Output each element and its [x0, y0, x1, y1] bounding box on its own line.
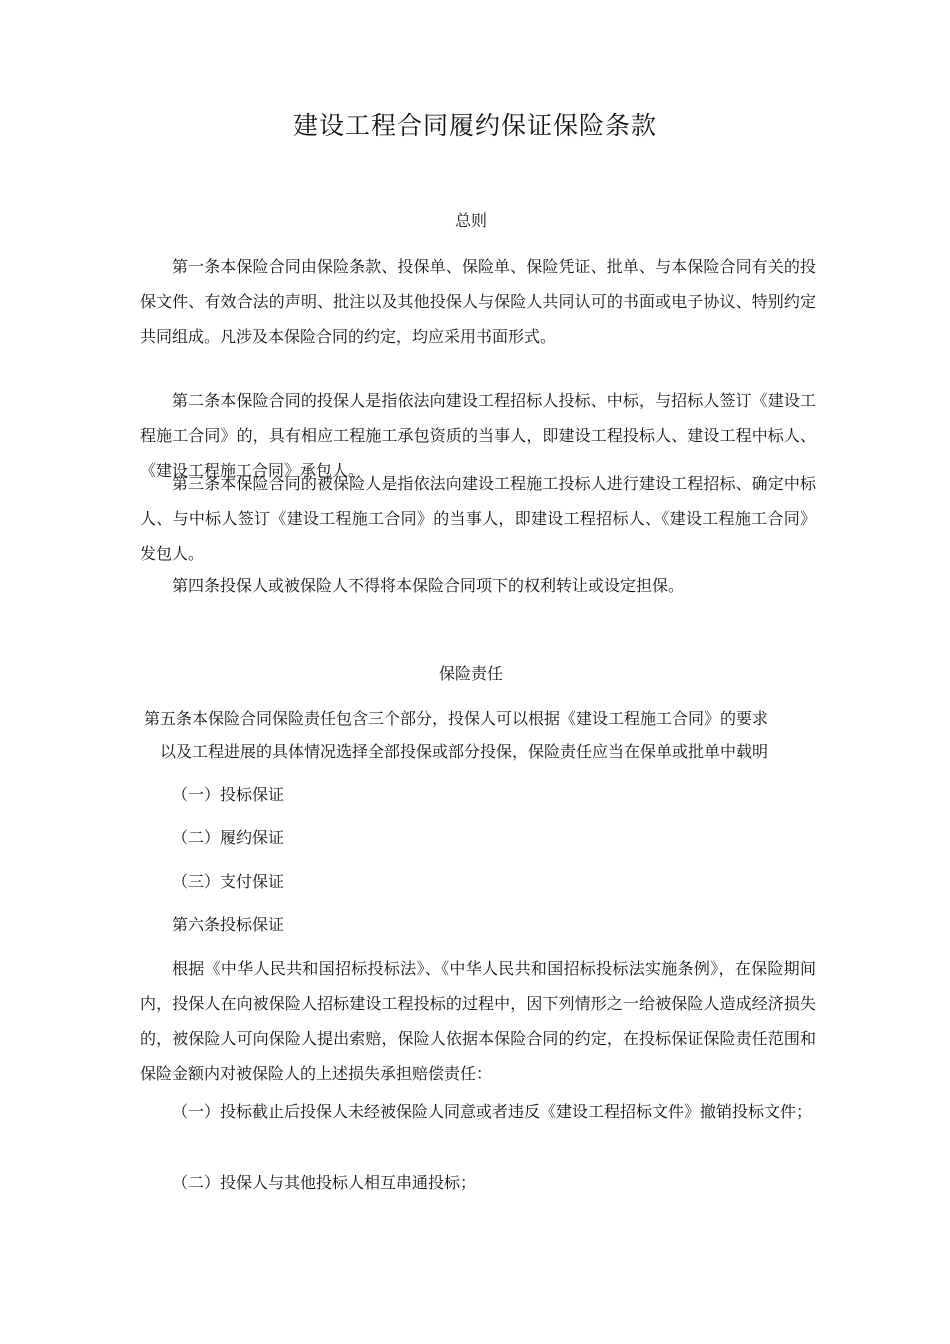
article-1: 第一条本保险合同由保险条款、投保单、保险单、保险凭证、批单、与本保险合同有关的投保文件、有效合法的声明、批注以及其他投保人与保险人共同认可的书面或电子协议、特别约定共同组成。凡涉及本保险合同的约定，均应采用书面形式。 [140, 257, 816, 346]
liability-part-performance: （二）履约保证 [172, 828, 285, 847]
article-2: 第二条本保险合同的投保人是指依法向建设工程招标人投标、中标，与招标人签订《建设工程施工合同》的，具有相应工程施工承包资质的当事人，即建设工程投标人、建设工程中标人、《建设工程施工合同》承包人。 [140, 391, 816, 480]
article-6-heading: 第六条投标保证 [172, 915, 285, 934]
article-6-item-1: （一）投标截止后投保人未经被保险人同意或者违反《建设工程招标文件》撤销投标文件； [172, 1102, 813, 1121]
article-3: 第三条本保险合同的被保险人是指依法向建设工程施工投标人进行建设工程招标、确定中标人、与中标人签订《建设工程施工合同》的当事人，即建设工程招标人、《建设工程施工合同》发包人。 [140, 474, 816, 563]
article-4: 第四条投保人或被保险人不得将本保险合同项下的权利转让或设定担保。 [172, 576, 685, 595]
liability-part-bid: （一）投标保证 [172, 785, 285, 804]
section-heading-liability: 保险责任 [438, 664, 503, 683]
document-title: 建设工程合同履约保证保险条款 [292, 111, 657, 140]
section-heading-general: 总则 [454, 211, 487, 230]
article-6-item-2: （二）投保人与其他投标人相互串通投标； [172, 1173, 477, 1192]
article-6-body: 根据《中华人民共和国招标投标法》、《中华人民共和国招标投标法实施条例》，在保险期间内，投保人在向被保险人招标建设工程投标的过程中，因下列情形之一给被保险人造成经济损失的，被保险人可向保险人提出索赔，保险人依据本保险合同的约定，在投标保证保险责任范围和保险金额内对被保险人的上述损失承担赔偿责任： [140, 959, 816, 1083]
liability-part-payment: （三）支付保证 [172, 872, 285, 891]
article-5-line-1: 第五条本保险合同保险责任包含三个部分，投保人可以根据《建设工程施工合同》的要求 [144, 709, 769, 728]
article-5-line-2: 以及工程进展的具体情况选择全部投保或部分投保，保险责任应当在保单或批单中载明 [160, 742, 769, 761]
